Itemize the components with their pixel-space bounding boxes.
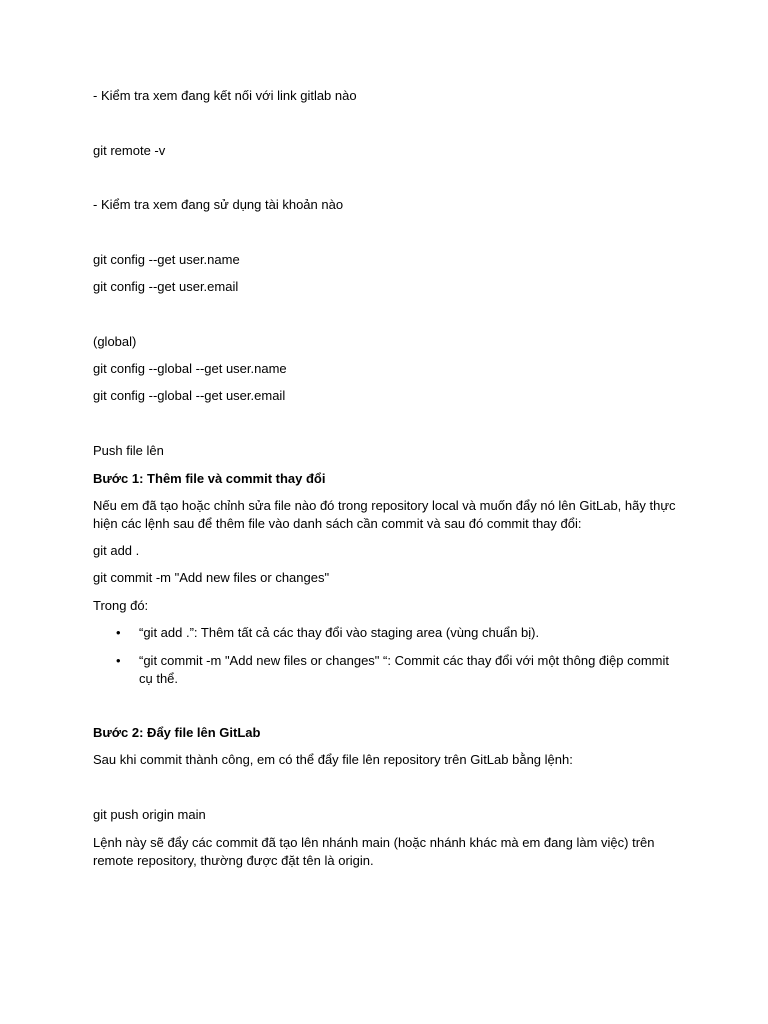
code-line: git config --get user.email: [93, 279, 239, 294]
text-line: Trong đó:: [93, 598, 149, 613]
code-line: git config --get user.name: [93, 252, 240, 267]
step-1-description: Nếu em đã tạo hoặc chỉnh sửa file nào đó trong repository local và muốn đẩy nó lên GitLab, hãy thực hiện các lệnh sau để thêm file vào danh sách cần commit và sau đó commit thay đổi:: [93, 498, 676, 531]
code-line: git config --global --get user.email: [93, 388, 286, 403]
code-line: git add .: [93, 543, 140, 558]
text-line: - Kiểm tra xem đang kết nối với link gitlab nào: [93, 88, 357, 103]
step-2-title: Bước 2: Đẩy file lên GitLab: [93, 725, 261, 740]
bullet-icon: •: [116, 625, 121, 640]
step-1-title: Bước 1: Thêm file và commit thay đổi: [93, 471, 326, 486]
section-heading: Push file lên: [93, 443, 164, 458]
bullet-icon: •: [116, 653, 121, 668]
code-line: git push origin main: [93, 807, 206, 822]
text-line: - Kiểm tra xem đang sử dụng tài khoản nào: [93, 197, 344, 212]
code-line: git commit -m "Add new files or changes": [93, 570, 330, 585]
final-paragraph: Lệnh này sẽ đẩy các commit đã tạo lên nhánh main (hoặc nhánh khác mà em đang làm việc) trên remote repository, thường được đặt tên là origin.: [93, 835, 655, 868]
code-line: git remote -v: [93, 143, 166, 158]
step-2-description: Sau khi commit thành công, em có thể đẩy file lên repository trên GitLab bằng lệnh:: [93, 752, 573, 767]
code-line: git config --global --get user.name: [93, 361, 287, 376]
list-item: “git commit -m "Add new files or changes" “: Commit các thay đổi với một thông điệp commit cụ thể.: [139, 653, 669, 686]
list-item: “git add .”: Thêm tất cả các thay đổi vào staging area (vùng chuẩn bị).: [139, 625, 540, 640]
text-line: (global): [93, 334, 137, 349]
